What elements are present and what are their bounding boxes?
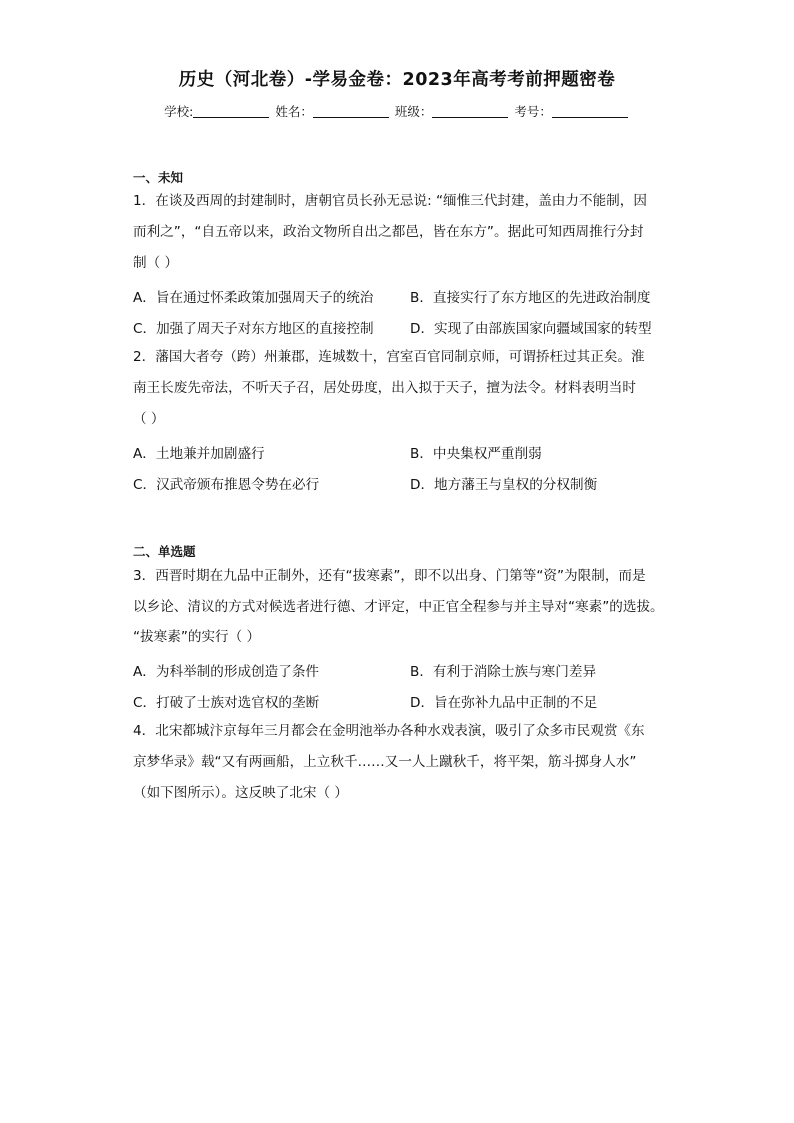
question-text-line: 2．藩国大者夸（跨）州兼郡，连城数十，宫室百官同制京师，可谓挢枉过其正矣。淮: [133, 349, 645, 365]
option-d: D．旨在弥补九品中正制的不足: [410, 695, 598, 711]
question-text-line: （ ）: [133, 411, 165, 427]
option-b: B．有利于消除士族与寒门差异: [410, 664, 597, 680]
question-text-line: 1．在谈及西周的封建制时，唐朝官员长孙无忌说: “缅惟三代封建，盖由力不能制，因: [133, 193, 647, 209]
name-label: 姓名：: [275, 104, 313, 119]
class-label: 班级：: [394, 104, 433, 119]
class-blank: [432, 105, 508, 118]
question-text-line: （如下图所示）。这反映了北宋（ ）: [133, 785, 349, 801]
school-blank: [193, 105, 269, 118]
page-title: 历史（河北卷）-学易金卷：2023年高考考前押题密卷: [178, 70, 616, 90]
student-info-line: [0, 102, 794, 120]
question-text-line: 南王长废先帝法，不听天子召，居处毋度，出入拟于天子，擅为法令。材料表明当时: [133, 380, 636, 396]
option-c: C．打破了士族对选官权的垄断: [133, 695, 320, 711]
question-text-line: 京梦华录》载“又有两画船，上立秋千……又一人上蹴秋千，将平架，筋斗掷身人水”: [133, 754, 637, 770]
option-c: C．加强了周天子对东方地区的直接控制: [133, 321, 374, 337]
school-label: 学校:: [164, 104, 194, 119]
exam-number-blank: [552, 105, 628, 118]
question-text-line: 3．西晋时期在九品中正制外，还有“拔寒素”，即不以出身、门第等“资”为限制，而是: [133, 568, 646, 584]
section-heading: 一、未知: [133, 170, 184, 185]
question-text-line: “拔寒素”的实行（ ）: [133, 629, 261, 645]
option-a: A．为科举制的形成创造了条件: [133, 664, 320, 680]
question-text-line: 制（ ）: [133, 255, 179, 271]
question-text-line: 4．北宋都城汴京每年三月都会在金明池举办各种水戏表演，吸引了众多市民观赏《东: [133, 723, 645, 739]
option-d: D．地方藩王与皇权的分权制衡: [410, 477, 598, 493]
option-d: D．实现了由部族国家向疆域国家的转型: [410, 321, 652, 337]
option-b: B．直接实行了东方地区的先进政治制度: [410, 290, 651, 306]
option-a: A．土地兼并加剧盛行: [133, 446, 265, 462]
section-heading: 二、单选题: [133, 544, 196, 559]
option-b: B．中央集权严重削弱: [410, 446, 542, 462]
question-text-line: 而利之”，“自五帝以来，政治文物所自出之都邑，皆在东方”。据此可知西周推行分封: [133, 224, 644, 240]
question-text-line: 以乡论、清议的方式对候选者进行德、才评定，中正官全程参与并主导对“寒素”的选拔。: [133, 599, 664, 615]
name-blank: [313, 105, 389, 118]
option-a: A．旨在通过怀柔政策加强周天子的统治: [133, 290, 374, 306]
exam-number-label: 考号：: [514, 104, 552, 119]
option-c: C．汉武帝颁布推恩令势在必行: [133, 477, 320, 493]
